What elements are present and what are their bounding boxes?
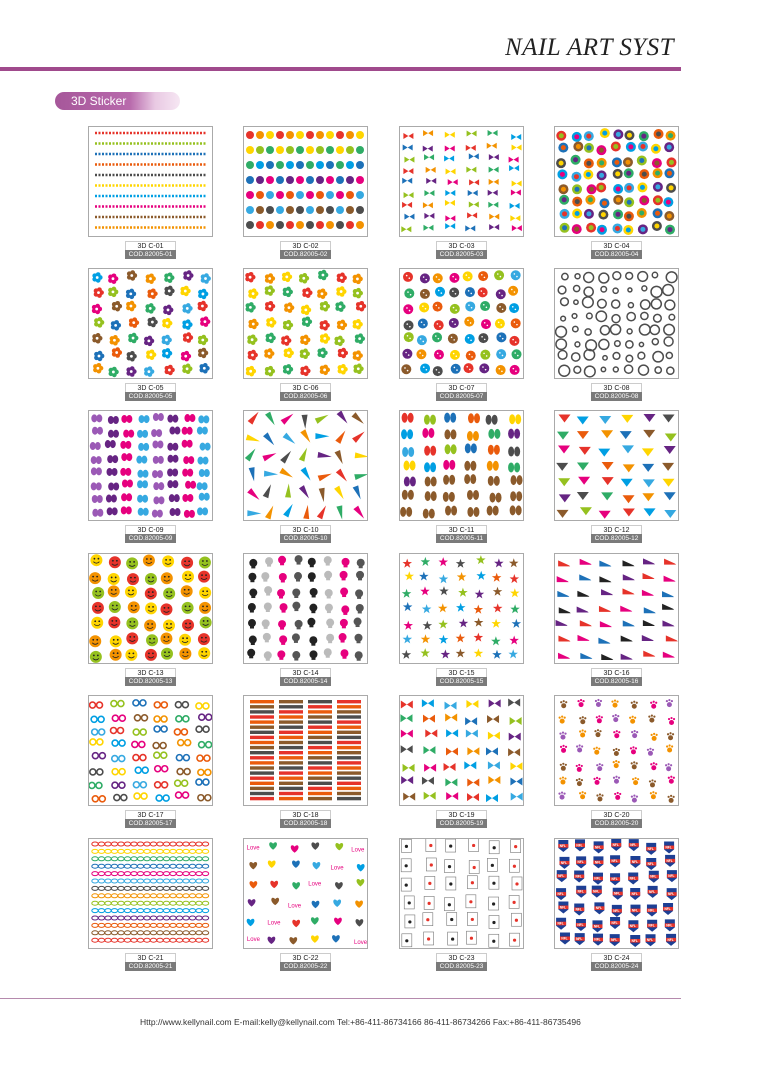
- product-code: 3D C-21: [125, 953, 176, 962]
- sticker-swatch-image: [554, 553, 679, 664]
- svg-text:NFL: NFL: [575, 907, 582, 912]
- product-cod-number: COD.82005-06: [280, 392, 331, 401]
- svg-text:NFL: NFL: [648, 923, 655, 928]
- sticker-pattern-chains: [89, 839, 212, 948]
- svg-text:NFL: NFL: [577, 860, 584, 865]
- sticker-pattern-shoes: [555, 554, 678, 663]
- product-cod-number: COD.82005-05: [125, 392, 176, 401]
- product-cod-number: COD.82005-12: [591, 534, 642, 543]
- sticker-swatch-image: [554, 410, 679, 521]
- product-code: 3D C-01: [125, 241, 176, 250]
- svg-text:NFL: NFL: [559, 843, 566, 848]
- product-code: 3D C-06: [280, 383, 331, 392]
- product-cod-number: COD.82005-04: [591, 250, 642, 259]
- product-cod-number: COD.82005-16: [591, 677, 642, 686]
- product-code: 3D C-04: [591, 241, 642, 250]
- product-cod-number: COD.82005-13: [125, 677, 176, 686]
- svg-text:NFL: NFL: [629, 876, 636, 881]
- svg-text:NFL: NFL: [647, 861, 654, 866]
- svg-text:NFL: NFL: [560, 860, 568, 865]
- sticker-swatch-image: [399, 410, 524, 521]
- product-code: 3D C-24: [591, 953, 642, 962]
- sticker-swatch-image: [399, 695, 524, 806]
- product-cod-number: COD.82005-21: [125, 962, 176, 971]
- svg-text:NFL: NFL: [594, 860, 602, 865]
- product-cod-number: COD.82005-23: [436, 962, 487, 971]
- product-cod-number: COD.82005-14: [280, 677, 331, 686]
- svg-text:Love: Love: [354, 940, 367, 947]
- product-code: 3D C-03: [436, 241, 487, 250]
- svg-text:NFL: NFL: [575, 874, 582, 879]
- sticker-swatch-image: [88, 268, 213, 379]
- svg-text:NFL: NFL: [595, 906, 603, 911]
- sticker-pattern-buttons: [400, 269, 523, 378]
- svg-text:Love: Love: [351, 847, 365, 854]
- product-cod-number: COD.82005-24: [591, 962, 642, 971]
- svg-text:NFL: NFL: [558, 874, 565, 879]
- svg-text:Love: Love: [330, 865, 344, 872]
- product-cod-number: COD.82005-19: [436, 819, 487, 828]
- svg-text:NFL: NFL: [650, 874, 657, 879]
- svg-text:NFL: NFL: [631, 938, 638, 943]
- sticker-pattern-rings: [555, 269, 678, 378]
- product-cod-number: COD.82005-01: [125, 250, 176, 259]
- svg-text:Love: Love: [308, 881, 322, 888]
- sticker-pattern-love: [244, 839, 367, 948]
- sticker-pattern-smileys: [89, 554, 212, 663]
- sticker-pattern-belts: [244, 696, 367, 805]
- svg-text:NFL: NFL: [611, 937, 618, 942]
- product-code: 3D C-15: [436, 668, 487, 677]
- svg-text:NFL: NFL: [630, 842, 637, 847]
- product-code: 3D C-18: [280, 810, 331, 819]
- svg-text:NFL: NFL: [595, 845, 602, 850]
- product-code: 3D C-17: [125, 810, 176, 819]
- product-code: 3D C-07: [436, 383, 487, 392]
- svg-text:NFL: NFL: [614, 891, 621, 896]
- svg-text:NFL: NFL: [648, 908, 655, 913]
- sticker-pattern-flipflops: [400, 411, 523, 520]
- product-code: 3D C-10: [280, 525, 331, 534]
- svg-text:NFL: NFL: [557, 891, 564, 896]
- svg-text:NFL: NFL: [646, 938, 654, 943]
- product-code: 3D C-14: [280, 668, 331, 677]
- sticker-swatch-image: [243, 553, 368, 664]
- svg-text:Love: Love: [246, 845, 260, 852]
- page-title: NAIL ART SYST: [505, 34, 675, 61]
- svg-text:NFL: NFL: [557, 921, 564, 926]
- svg-text:NFL: NFL: [666, 858, 673, 863]
- svg-text:NFL: NFL: [629, 924, 637, 929]
- sticker-pattern-dots: [555, 127, 678, 236]
- sticker-swatch-image: [399, 553, 524, 664]
- sticker-swatch-image: [399, 268, 524, 379]
- svg-text:NFL: NFL: [576, 937, 583, 942]
- sticker-pattern-swimwear: [555, 411, 678, 520]
- page-margin: [681, 0, 780, 1066]
- product-cod-number: COD.82005-22: [280, 962, 331, 971]
- product-code: 3D C-12: [591, 525, 642, 534]
- header-divider: [0, 67, 681, 71]
- sticker-pattern-stars: [400, 554, 523, 663]
- svg-text:NFL: NFL: [611, 920, 618, 925]
- product-cod-number: COD.82005-11: [436, 534, 487, 543]
- svg-text:NFL: NFL: [613, 908, 620, 913]
- svg-text:NFL: NFL: [576, 843, 583, 848]
- sticker-pattern-skulls: [244, 554, 367, 663]
- svg-text:NFL: NFL: [631, 859, 639, 864]
- sticker-pattern-bows: [400, 127, 523, 236]
- svg-text:NFL: NFL: [594, 937, 601, 942]
- svg-text:NFL: NFL: [667, 937, 674, 942]
- sticker-swatch-image: [88, 410, 213, 521]
- product-cod-number: COD.82005-18: [280, 819, 331, 828]
- sticker-pattern-butterflies: [89, 411, 212, 520]
- sticker-pattern-flowers: [244, 269, 367, 378]
- sticker-swatch-image: [243, 268, 368, 379]
- sticker-swatch-image: [88, 126, 213, 237]
- sticker-swatch-image: [243, 838, 368, 949]
- svg-text:NFL: NFL: [631, 908, 639, 913]
- product-code: 3D C-11: [436, 525, 487, 534]
- svg-text:NFL: NFL: [577, 922, 584, 927]
- product-cod-number: COD.82005-07: [436, 392, 487, 401]
- sticker-pattern-shards: [244, 411, 367, 520]
- svg-text:NFL: NFL: [665, 845, 672, 850]
- product-code: 3D C-05: [125, 383, 176, 392]
- product-cod-number: COD.82005-17: [125, 819, 176, 828]
- sticker-swatch-image: [243, 410, 368, 521]
- svg-text:NFL: NFL: [668, 874, 675, 879]
- sticker-pattern-flower-borders: [244, 127, 367, 236]
- sticker-pattern-cards: [400, 839, 523, 948]
- sticker-swatch-image: [399, 838, 524, 949]
- svg-text:Love: Love: [288, 903, 302, 910]
- sticker-swatch-image: [88, 553, 213, 664]
- product-cod-number: COD.82005-20: [591, 819, 642, 828]
- svg-text:NFL: NFL: [649, 889, 656, 894]
- svg-text:NFL: NFL: [664, 906, 671, 911]
- svg-text:NFL: NFL: [593, 889, 600, 894]
- svg-text:NFL: NFL: [631, 891, 638, 896]
- sticker-swatch-image: [554, 838, 679, 949]
- svg-text:NFL: NFL: [593, 924, 601, 929]
- product-code: 3D C-19: [436, 810, 487, 819]
- product-cod-number: COD.82005-09: [125, 534, 176, 543]
- footer-contact: Http://www.kellynail.com E-mail:kelly@kellynail.com Tel:+86-411-86734166 86-411-86734266 Fax:+86-411-86735496: [140, 1017, 581, 1027]
- sticker-swatch-image: [88, 695, 213, 806]
- product-code: 3D C-13: [125, 668, 176, 677]
- sticker-swatch-image: [88, 838, 213, 949]
- product-cod-number: COD.82005-02: [280, 250, 331, 259]
- svg-text:NFL: NFL: [668, 892, 675, 897]
- svg-text:NFL: NFL: [611, 859, 618, 864]
- sticker-swatch-image: [399, 126, 524, 237]
- svg-text:NFL: NFL: [594, 876, 601, 881]
- sticker-swatch-image: [554, 695, 679, 806]
- sticker-pattern-zippers: [89, 127, 212, 236]
- svg-text:NFL: NFL: [561, 936, 568, 941]
- section-label: 3D Sticker: [55, 92, 180, 110]
- sticker-pattern-ribbons: [400, 696, 523, 805]
- sticker-pattern-nfl: [555, 839, 678, 948]
- sticker-pattern-glasses: [89, 696, 212, 805]
- sticker-swatch-image: [243, 126, 368, 237]
- product-code: 3D C-09: [125, 525, 176, 534]
- sticker-swatch-image: [243, 695, 368, 806]
- product-code: 3D C-23: [436, 953, 487, 962]
- svg-text:NFL: NFL: [647, 846, 654, 851]
- svg-text:NFL: NFL: [611, 877, 618, 882]
- svg-text:Love: Love: [246, 937, 260, 944]
- sticker-pattern-flowers: [89, 269, 212, 378]
- product-cod-number: COD.82005-10: [280, 534, 331, 543]
- product-cod-number: COD.82005-15: [436, 677, 487, 686]
- svg-text:NFL: NFL: [612, 842, 619, 847]
- svg-text:NFL: NFL: [559, 905, 567, 910]
- product-code: 3D C-20: [591, 810, 642, 819]
- footer-divider: [0, 998, 681, 999]
- svg-text:Love: Love: [267, 920, 281, 927]
- sticker-swatch-image: [554, 126, 679, 237]
- svg-text:NFL: NFL: [577, 889, 584, 894]
- sticker-swatch-image: [554, 268, 679, 379]
- product-code: 3D C-08: [591, 383, 642, 392]
- product-cod-number: COD.82005-03: [436, 250, 487, 259]
- product-code: 3D C-22: [280, 953, 331, 962]
- sticker-pattern-paws: [555, 696, 678, 805]
- product-code: 3D C-02: [280, 241, 331, 250]
- svg-text:NFL: NFL: [666, 923, 673, 928]
- product-code: 3D C-16: [591, 668, 642, 677]
- product-cod-number: COD.82005-08: [591, 392, 642, 401]
